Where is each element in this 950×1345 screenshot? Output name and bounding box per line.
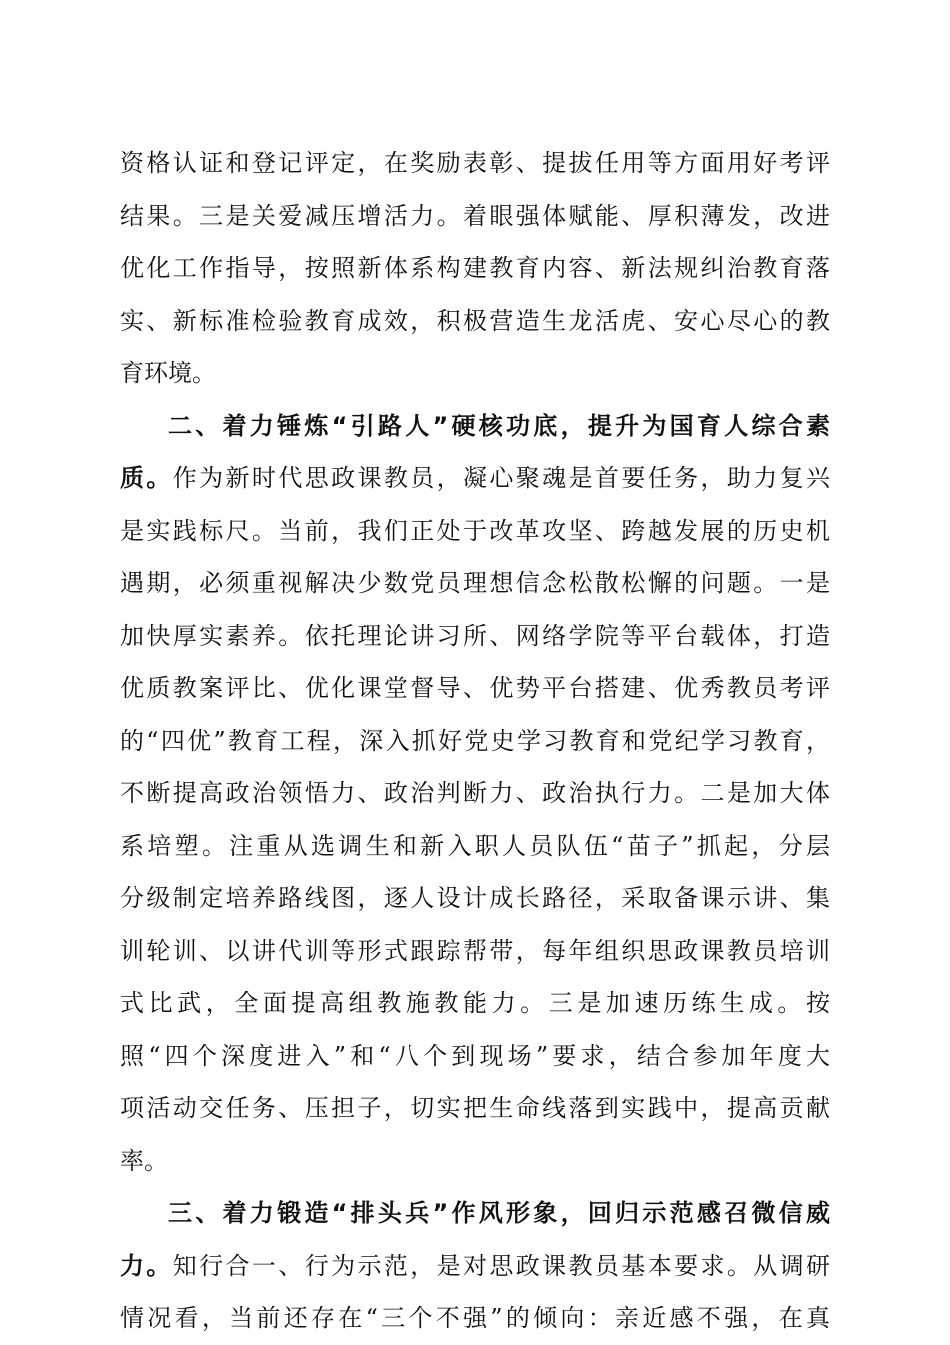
- text-span: 知行合一、行为示范，是对思政课教员基本要求。从调研: [172, 1251, 831, 1280]
- text-line: 资格认证和登记评定，在奖励表彰、提拔任用等方面用好考评: [120, 149, 830, 177]
- text-line: 是实践标尺。当前，我们正处于改革攻坚、跨越发展的历史机: [120, 516, 830, 545]
- text-line: 加快厚实素养。依托理论讲习所、网络学院等平台载体，打造: [120, 621, 830, 650]
- section-heading: 三、着力锻造“排头兵”作风形象，回归示范感召微信威: [168, 1199, 830, 1227]
- text-line: 结果。三是关爱减压增活力。着眼强体赋能、厚积薄发，改进: [120, 201, 830, 230]
- section-heading-end: 力。: [120, 1251, 173, 1280]
- text-line: 率。: [120, 1146, 168, 1175]
- paragraph-2: [120, 400, 830, 1188]
- text-line: [120, 452, 830, 505]
- text-line: 育环境。: [120, 359, 216, 387]
- text-line: 的“四优”教育工程，深入抓好党史学习教育和党纪学习教育，: [120, 726, 830, 755]
- text-line: 项活动交任务、压担子，切实把生命线落到实践中，提高贡献: [120, 1094, 830, 1122]
- text-line: 优化工作指导，按照新体系构建教育内容、新法规纠治教育落: [120, 254, 830, 282]
- text-line: 情况看，当前还存在“三个不强”的倾向：亲近感不强，在真: [120, 1304, 830, 1332]
- text-line: 式比武，全面提高组教施教能力。三是加速历练生成。按: [120, 989, 830, 1017]
- document-page: [120, 137, 830, 1345]
- section-heading: 二、着力锤炼“引路人”硬核功底，提升为国育人综合素: [168, 411, 830, 440]
- text-line: 实、新标准检验教育成效，积极营造生龙活虎、安心尽心的教: [120, 306, 830, 335]
- paragraph-3: [120, 1187, 830, 1345]
- paragraph-1: [120, 137, 830, 400]
- text-line: [120, 1240, 830, 1293]
- section-heading-end: 质。: [120, 464, 173, 492]
- text-line: 系培塑。注重从选调生和新入职人员队伍“苗子”抓起，分层: [120, 831, 830, 860]
- text-line: 遇期，必须重视解决少数党员理想信念松散松懈的问题。一是: [120, 569, 830, 597]
- text-line: 优质教案评比、优化课堂督导、优势平台搭建、优秀教员考评: [120, 674, 830, 702]
- text-line: 不断提高政治领悟力、政治判断力、政治执行力。二是加大体: [120, 779, 830, 807]
- text-span: 作为新时代思政课教员，凝心聚魂是首要任务，助力复兴: [172, 464, 831, 492]
- text-line: 分级制定培养路线图，逐人设计成长路径，采取备课示讲、集: [120, 884, 830, 912]
- text-line: 照“四个深度进入”和“八个到现场”要求，结合参加年度大: [120, 1041, 830, 1070]
- text-line: 训轮训、以讲代训等形式跟踪帮带，每年组织思政课教员培训: [120, 936, 830, 965]
